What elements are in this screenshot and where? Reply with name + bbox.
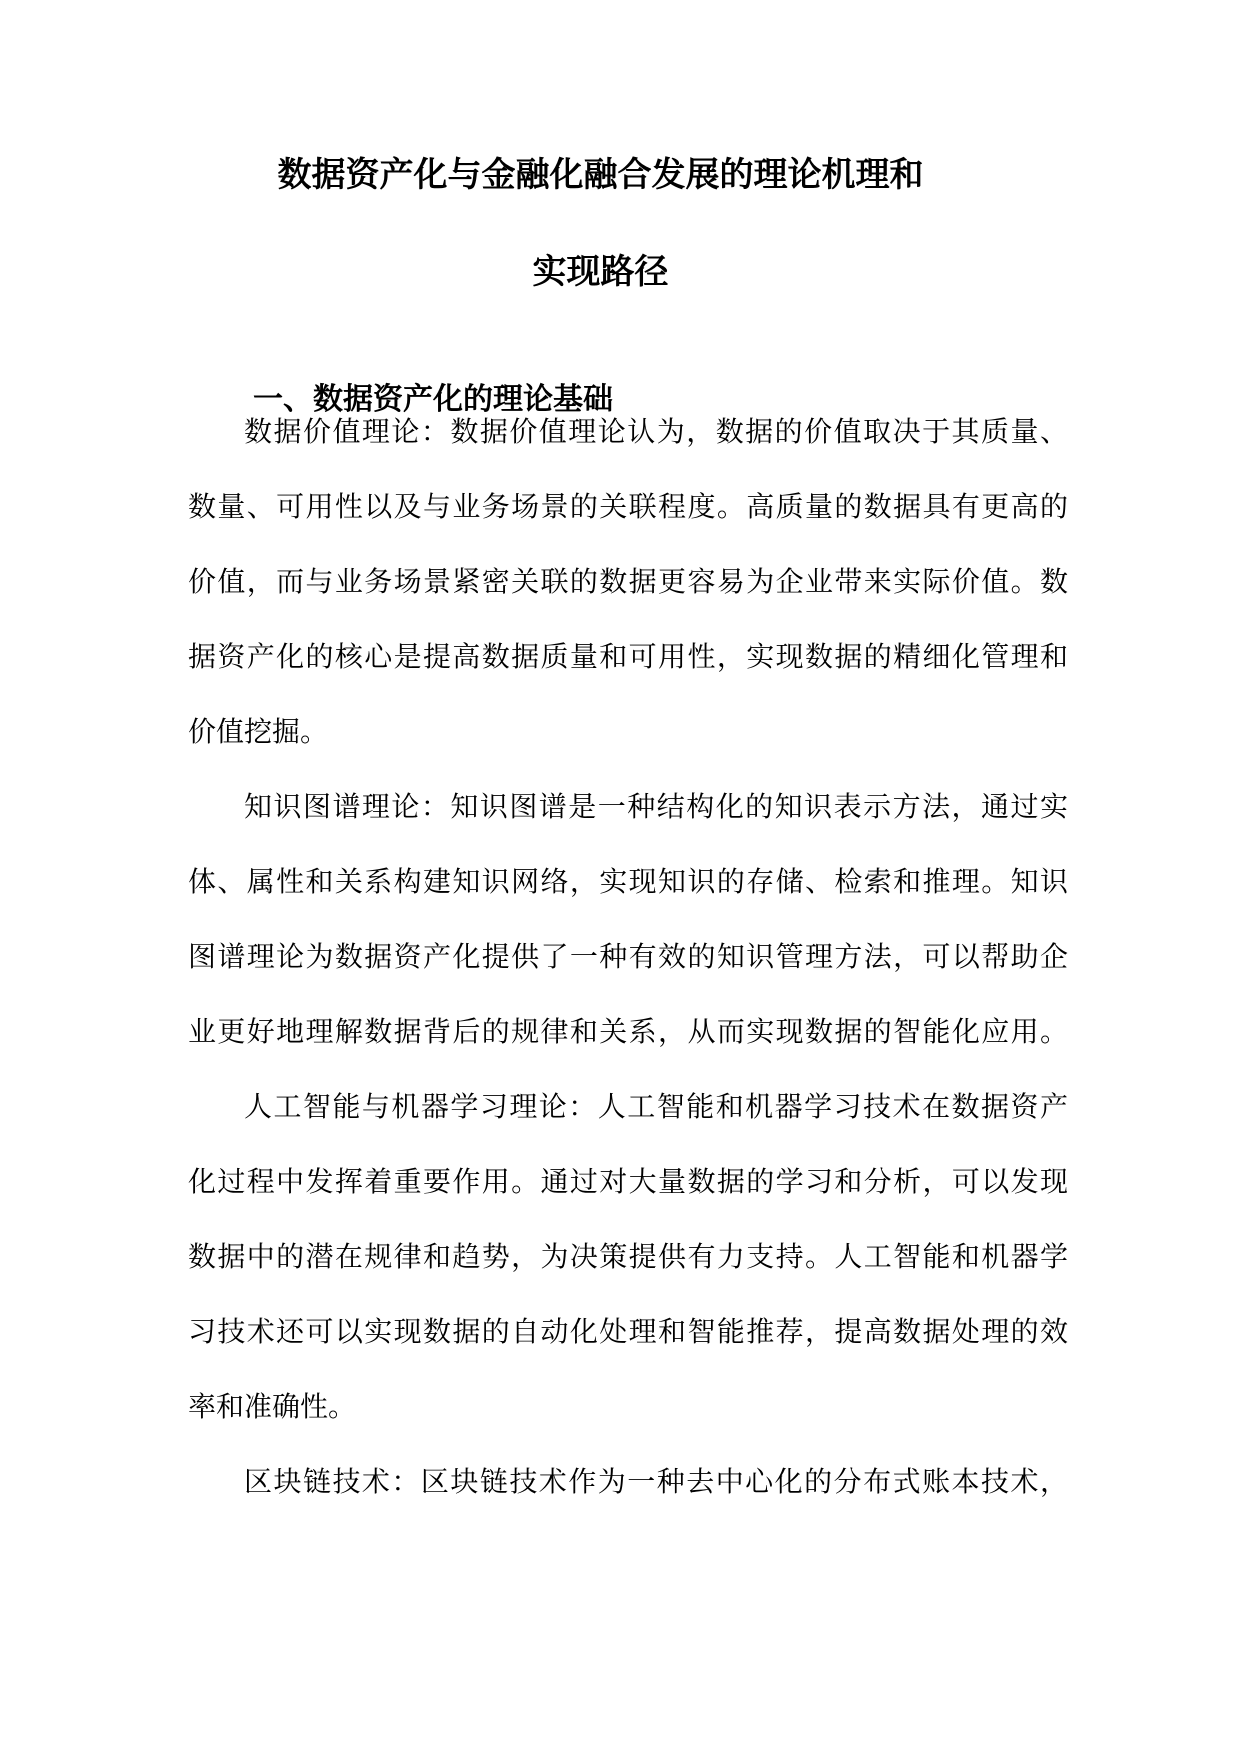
- paragraph-line: 知识图谱理论：知识图谱是一种结构化的知识表示方法，通过实: [244, 790, 1068, 823]
- paragraph-line: 据资产化的核心是提高数据质量和可用性，实现数据的精细化管理和: [188, 640, 1068, 673]
- paragraph-blockchain: [188, 1462, 1068, 1537]
- paragraph-knowledge-graph-theory: [188, 787, 1068, 1087]
- paragraph-line: 率和准确性。: [188, 1390, 357, 1423]
- paragraph-line: 人工智能与机器学习理论：人工智能和机器学习技术在数据资产: [244, 1090, 1068, 1123]
- paragraph-data-value-theory: [188, 412, 1068, 787]
- paragraph-line: 业更好地理解数据背后的规律和关系，从而实现数据的智能化应用。: [188, 1015, 1068, 1048]
- section-heading: 一、数据资产化的理论基础: [253, 382, 613, 417]
- document-title-line-2: 实现路径: [532, 252, 669, 292]
- paragraph-line: 习技术还可以实现数据的自动化处理和智能推荐，提高数据处理的效: [188, 1315, 1068, 1348]
- paragraph-line: 体、属性和关系构建知识网络，实现知识的存储、检索和推理。知识: [188, 865, 1068, 898]
- paragraph-line: 价值，而与业务场景紧密关联的数据更容易为企业带来实际价值。数: [188, 565, 1068, 598]
- paragraph-line: 区块链技术：区块链技术作为一种去中心化的分布式账本技术，: [244, 1465, 1068, 1498]
- paragraph-line: 数据价值理论：数据价值理论认为，数据的价值取决于其质量、: [244, 415, 1068, 448]
- paragraph-line: 数量、可用性以及与业务场景的关联程度。高质量的数据具有更高的: [188, 490, 1068, 523]
- document-title-line-1: 数据资产化与金融化融合发展的理论机理和: [277, 155, 924, 195]
- paragraph-line: 图谱理论为数据资产化提供了一种有效的知识管理方法，可以帮助企: [188, 940, 1068, 973]
- paragraph-line: 价值挖掘。: [188, 715, 329, 748]
- paragraph-line: 化过程中发挥着重要作用。通过对大量数据的学习和分析，可以发现: [188, 1165, 1068, 1198]
- paragraph-ai-ml-theory: [188, 1087, 1068, 1462]
- paragraph-line: 数据中的潜在规律和趋势，为决策提供有力支持。人工智能和机器学: [188, 1240, 1068, 1273]
